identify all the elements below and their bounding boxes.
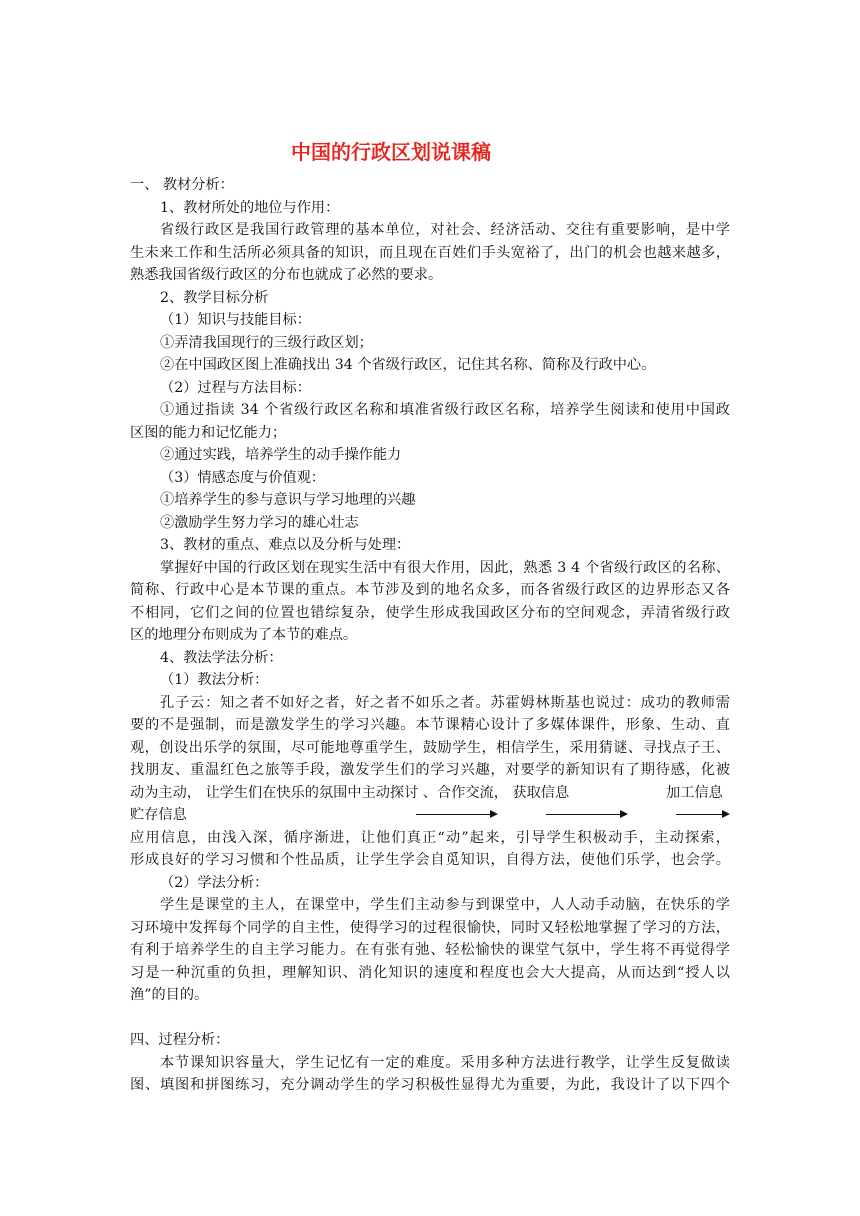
paragraph-line: 生未来工作和生活所必须具备的知识，而且现在百姓们手头宽裕了，出门的机会也越来越多，: [130, 245, 730, 261]
subheading: 2、教学目标分析: [160, 290, 269, 306]
list-item: ①弄清我国现行的三级行政区划；: [160, 335, 373, 351]
paragraph-line: 有利于培养学生的自主学习能力。在有张有弛、轻松愉快的课堂气氛中，学生将不再觉得学: [130, 942, 730, 958]
paragraph-line: 习环境中发挥每个同学的自主性，使得学习的过程很愉快，同时又轻松地掌握了学习的方法，: [130, 920, 730, 936]
paragraph-line: 找朋友、重温红色之旅等手段，激发学生们的学习兴趣，对要学的新知识有了期待感，化被: [130, 762, 730, 778]
section-heading: 四、过程分析：: [130, 1032, 230, 1048]
paragraph-line: 渔”的目的。: [130, 987, 209, 1003]
list-item: ②在中国政区图上准确找出 34 个省级行政区，记住其名称、简称及行政中心。: [160, 357, 656, 373]
paragraph-line: 熟悉我国省级行政区的分布也就成了必然的要求。: [130, 267, 443, 283]
list-item: ①通过指读 34 个省级行政区名称和填准省级行政区名称，培养学生阅读和使用中国政: [160, 402, 730, 418]
flow-step-label: 加工信息: [666, 785, 723, 801]
paragraph-line: 简称、行政中心是本节课的重点。本节涉及到的地名众多，而各省级行政区的边界形态又各: [130, 582, 730, 598]
paragraph-line: 掌握好中国的行政区划在现实生活中有很大作用，因此，熟悉 3 4 个省级行政区的名称、: [160, 560, 730, 576]
subheading: 4、教法学法分析：: [160, 650, 283, 666]
subheading: 3、教材的重点、难点以及分析与处理：: [160, 537, 411, 553]
paragraph-line: 形成良好的学习习惯和个性品质，让学生学会自觅知识，自得方法，使他们乐学，也会学。: [130, 852, 730, 868]
paragraph-line: 图、填图和拼图练习，充分调动学生的学习积极性显得尤为重要，为此，我设计了以下四个: [130, 1077, 730, 1093]
subheading: （2）过程与方法目标：: [160, 380, 311, 396]
paragraph-line: 区的地理分布则成为了本节的难点。: [130, 627, 358, 643]
list-item: ②激励学生努力学习的雄心壮志: [160, 515, 359, 531]
paragraph-line: 不相同，它们之间的位置也错综复杂，使学生形成我国政区分布的空间观念，弄清省级行政: [130, 605, 730, 621]
page-title: 中国的行政区划说课稿: [291, 140, 491, 164]
paragraph-line: 习是一种沉重的负担，理解知识、消化知识的速度和程度也会大大提高，从而达到“授人以: [130, 965, 730, 981]
subheading: （1）教法分析：: [160, 672, 269, 688]
paragraph-line: 省级行政区是我国行政管理的基本单位，对社会、经济活动、交往有重要影响，是中学: [160, 222, 730, 238]
list-item: 区图的能力和记忆能力；: [130, 425, 287, 441]
paragraph-line: 本节课知识容量大，学生记忆有一定的难度。采用多种方法进行教学，让学生反复做读: [160, 1055, 730, 1071]
subheading: （2）学法分析：: [160, 875, 269, 891]
list-item: ①培养学生的参与意识与学习地理的兴趣: [160, 492, 416, 508]
subheading: 1、教材所处的地位与作用：: [160, 200, 340, 216]
paragraph-line: 观，创设出乐学的氛围，尽可能地尊重学生，鼓励学生，相信学生，采用猜谜、寻找点子王、: [130, 740, 730, 756]
section-heading: 一、 教材分析：: [130, 177, 234, 193]
subheading: （1）知识与技能目标：: [160, 312, 311, 328]
paragraph-line: 孔子云：知之者不如好之者，好之者不如乐之者。苏霍姆林斯基也说过：成功的教师需: [160, 695, 730, 711]
paragraph-line: 学生是课堂的主人，在课堂中，学生们主动参与到课堂中，人人动手动脑，在快乐的学: [160, 897, 730, 913]
subheading: （3）情感态度与价值观：: [160, 470, 326, 486]
paragraph-line: 要的不是强制，而是激发学生的学习兴趣。本节课精心设计了多媒体课件，形象、生动、直: [130, 717, 730, 733]
paragraph-line: 应用信息，由浅入深，循序渐进，让他们真正“动”起来，引导学生积极动手，主动探索，: [130, 830, 730, 846]
flow-step-label: 贮存信息: [130, 807, 187, 823]
paragraph-line: 动为主动， 让学生们在快乐的氛围中主动探讨 、合作交流， 获取信息: [130, 785, 570, 801]
list-item: ②通过实践，培养学生的动手操作能力: [160, 447, 402, 463]
